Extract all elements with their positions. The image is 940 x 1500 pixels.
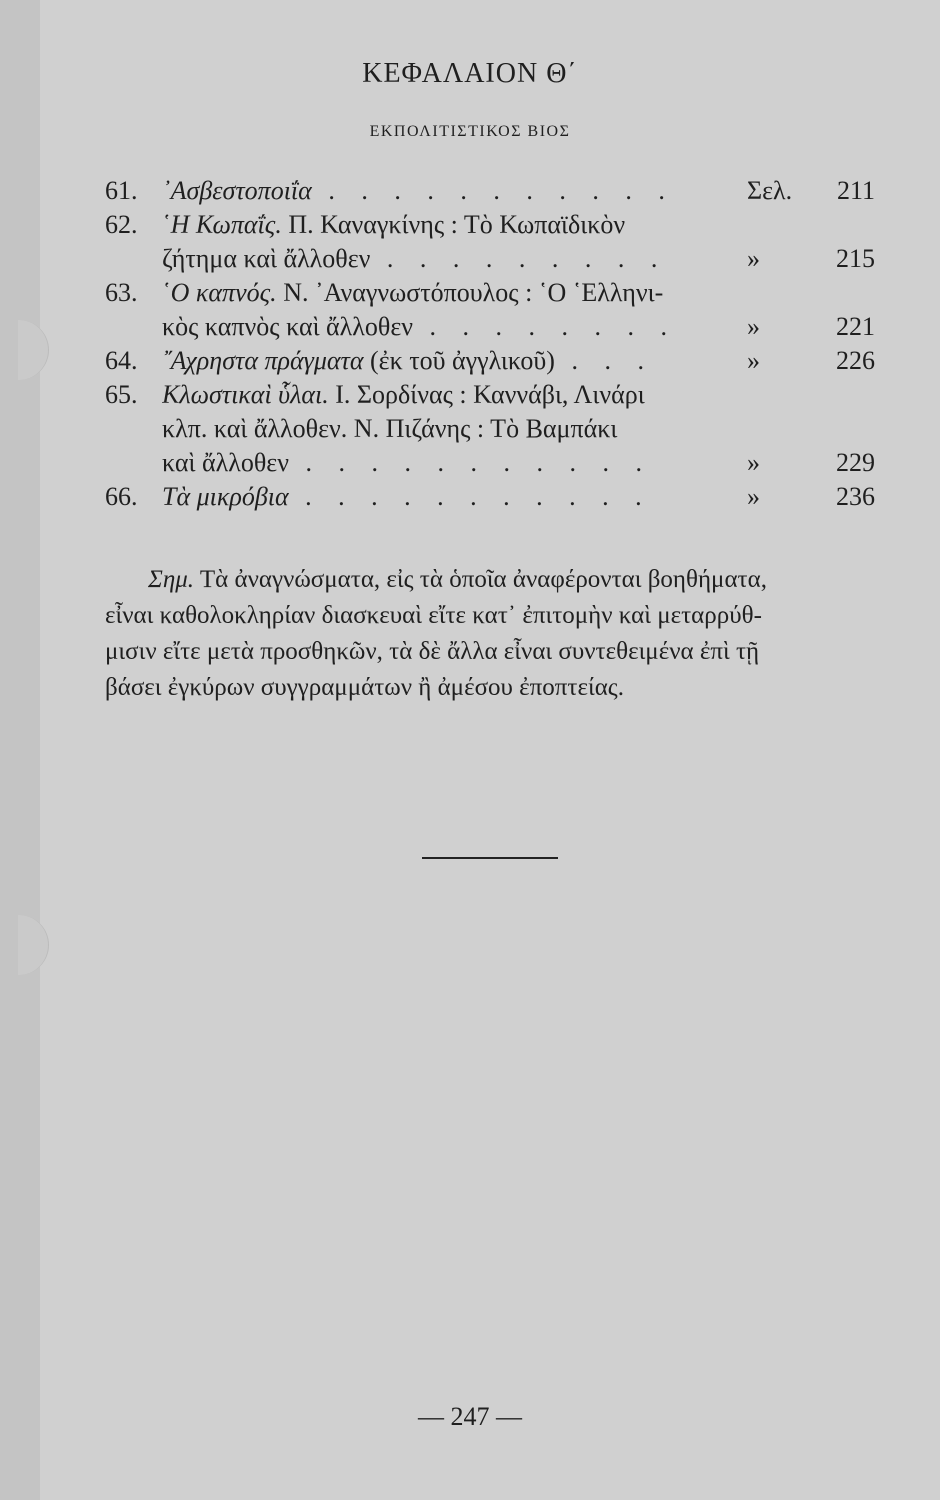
note <box>105 562 875 706</box>
toc-line <box>105 242 875 276</box>
toc-number: 62. <box>105 210 138 239</box>
page-prefix: Σελ. <box>747 176 793 205</box>
toc-title <box>162 412 875 446</box>
note-text: Τὰ ἀναγνώσματα, εἰς τὰ ὁποῖα ἀναφέρονται βοηθήματα, <box>199 566 767 593</box>
note-label: Σημ. <box>148 566 195 593</box>
note-line: βάσει ἐγκύρων συγγραμμάτων ἢ ἀμέσου ἐποπτείας. <box>105 674 624 701</box>
toc-title-segment: ῾Η Κωπαΐς. <box>162 210 282 239</box>
page-prefix: » <box>747 244 760 273</box>
divider-rule <box>422 857 558 859</box>
toc-title-segment: Ν. ᾿Αναγνωστόπουλος : ῾Ο ῾Ελληνι- <box>276 278 664 307</box>
toc-title-segment: Π. Καναγκίνης : Τὸ Κωπαϊδικὸν <box>281 210 626 239</box>
dot-leader: . . . . . . . . . . . <box>311 176 675 205</box>
toc-entry <box>105 480 875 514</box>
section-title: ΕΚΠΟΛΙΤΙΣΤΙΚΟΣ ΒΙΟΣ <box>369 123 571 140</box>
toc-title-segment: ᾿Ασβεστοποιΐα <box>162 176 312 205</box>
table-of-contents <box>105 174 875 514</box>
toc-title-segment: κλπ. καὶ ἄλλοθεν. Ν. Πιζάνης : Τὸ Βαμπάκι <box>162 414 618 443</box>
toc-title-segment: κὸς καπνὸς καὶ ἄλλοθεν <box>162 312 414 341</box>
toc-title-segment: Κλωστικαὶ ὗλαι. <box>162 380 329 409</box>
toc-entry <box>105 174 875 208</box>
dot-leader: . . . . . . . . . <box>370 244 668 273</box>
dot-leader: . . . . . . . . <box>413 312 678 341</box>
page-prefix: » <box>747 448 760 477</box>
punch-hole <box>18 915 49 975</box>
page-prefix: » <box>747 482 760 511</box>
toc-title <box>162 446 747 480</box>
page-ref: 221 <box>836 312 875 341</box>
toc-title <box>162 310 747 344</box>
toc-number: 61. <box>105 176 138 205</box>
toc-line <box>105 344 875 378</box>
toc-title <box>162 378 875 412</box>
page-prefix: » <box>747 346 760 375</box>
toc-entry <box>105 276 875 344</box>
toc-title-segment: ῎Αχρηστα πράγματα <box>162 346 364 375</box>
dot-leader: . . . . . . . . . . . <box>288 482 652 511</box>
page-prefix: » <box>747 312 760 341</box>
page-ref: 229 <box>836 448 875 477</box>
chapter-title: ΚΕΦΑΛΑΙΟΝ Θ΄ <box>362 58 578 89</box>
toc-number: 63. <box>105 278 138 307</box>
punch-hole <box>18 320 49 380</box>
page-ref: 215 <box>836 244 875 273</box>
toc-title-segment: Ι. Σορδίνας : Καννάβι, Λινάρι <box>328 380 645 409</box>
note-line <box>105 562 875 598</box>
page-ref: 211 <box>836 176 875 205</box>
dot-leader: . . . . . . . . . . . <box>288 448 652 477</box>
toc-number: 66. <box>105 482 138 511</box>
toc-entry <box>105 208 875 276</box>
toc-line <box>105 276 875 310</box>
toc-line <box>105 446 875 480</box>
page-ref: 226 <box>836 346 875 375</box>
toc-title-segment: (ἐκ τοῦ ἀγγλικοῦ) <box>363 346 555 375</box>
page-number: — 247 — <box>418 1402 522 1431</box>
toc-entry <box>105 378 875 480</box>
toc-title-segment: καὶ ἄλλοθεν <box>162 448 289 477</box>
toc-title <box>162 276 875 310</box>
note-line: μισιν εἴτε μετὰ προσθηκῶν, τὰ δὲ ἄλλα εἶναι συντεθειμένα ἐπὶ τῇ <box>105 638 760 665</box>
toc-title <box>162 242 747 276</box>
page-ref: 236 <box>836 482 875 511</box>
page-edge <box>0 0 40 1500</box>
toc-line <box>105 378 875 412</box>
toc-line <box>105 174 875 208</box>
toc-number: 65. <box>105 380 138 409</box>
dot-leader: . . . <box>554 346 654 375</box>
toc-title <box>162 208 875 242</box>
toc-line <box>105 310 875 344</box>
toc-title <box>162 344 747 378</box>
toc-line <box>105 412 875 446</box>
toc-title-segment: Τὰ μικρόβια <box>162 482 289 511</box>
toc-entry <box>105 344 875 378</box>
toc-title <box>162 174 747 208</box>
toc-number: 64. <box>105 346 138 375</box>
note-line: εἶναι καθολοκληρίαν διασκευαὶ εἴτε κατ᾿ ἐπιτομὴν καὶ μεταρρύθ- <box>105 602 762 629</box>
toc-title-segment: ζήτημα καὶ ἄλλοθεν <box>162 244 371 273</box>
toc-line <box>105 480 875 514</box>
toc-line <box>105 208 875 242</box>
toc-title <box>162 480 747 514</box>
toc-title-segment: ῾Ο καπνός. <box>162 278 277 307</box>
